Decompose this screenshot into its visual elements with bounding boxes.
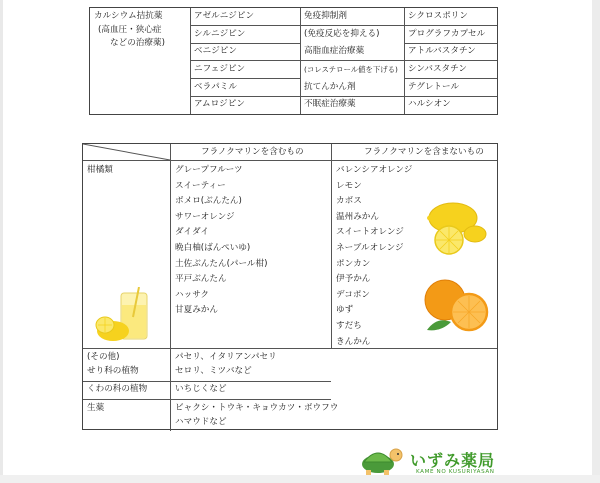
moraceae-value: いちじくなど xyxy=(175,384,227,394)
list-item: ボメロ(ぶんたん) xyxy=(175,196,242,207)
grid-line xyxy=(300,8,301,114)
drug-name: シクロスポリン xyxy=(408,11,468,21)
header-diagonal xyxy=(83,144,171,161)
grid-line xyxy=(190,8,191,114)
drug-name: アゼルニジピン xyxy=(194,11,255,21)
pharmacy-logo-subtitle: KAME NO KUSURIYASAN xyxy=(416,469,495,475)
grid-line xyxy=(331,144,332,348)
list-item: 甘夏みかん xyxy=(175,305,218,316)
grid-line xyxy=(190,25,497,26)
grid-line xyxy=(404,78,497,79)
not-contains-list xyxy=(336,163,412,350)
grid-line xyxy=(170,144,171,431)
list-item: ゆず xyxy=(336,305,354,316)
drug-name: プログラフカプセル xyxy=(408,29,486,39)
furanocoumarin-table xyxy=(82,143,498,430)
list-item: カボス xyxy=(336,196,362,207)
list-item: ハッサク xyxy=(175,289,210,300)
pharmacy-logo-name: いずみ薬局 xyxy=(410,451,496,470)
list-item: グレープフルーツ xyxy=(175,165,243,175)
contains-list xyxy=(175,163,267,319)
grid-line xyxy=(190,60,497,61)
grid-line xyxy=(83,348,497,349)
apiaceae-label: せり科の植物 xyxy=(87,366,139,376)
list-item: ダイダイ xyxy=(175,227,210,238)
lemon-illustration xyxy=(419,198,491,258)
header-contains-furanocoumarin: フラノクマリンを含むもの xyxy=(201,147,304,157)
category-calcium-blocker: カルシウム拮抗薬 xyxy=(94,11,163,21)
drug-name: シンバスタチン xyxy=(408,64,467,74)
page-edge-bottom xyxy=(0,475,600,483)
list-item: スイーティー xyxy=(175,180,226,191)
category-hyperlipidemia-note: (コレステロール値を下げる) xyxy=(304,65,398,74)
drug-name: ニフェジピン xyxy=(194,64,246,74)
moraceae-label: くわの科の植物 xyxy=(87,384,148,394)
grid-line xyxy=(190,96,497,97)
drug-name: テグレトール xyxy=(408,82,460,92)
grid-line xyxy=(404,8,405,114)
list-item: 平戸ぶんたん xyxy=(175,274,227,285)
list-item: ネーブルオレンジ xyxy=(336,242,404,253)
category-insomnia: 不眠症治療薬 xyxy=(304,99,356,109)
drug-name: ハルシオン xyxy=(408,99,451,109)
list-item: 晩白柚(ばんぺいゆ) xyxy=(175,242,251,253)
grid-line xyxy=(83,381,331,382)
list-item: 温州みかん xyxy=(336,211,379,222)
drug-interaction-table xyxy=(89,7,498,115)
grid-line xyxy=(83,399,331,400)
category-immunosuppressant: 免疫抑制剤 xyxy=(304,11,347,21)
header-no-furanocoumarin: フラノクマリンを含まないもの xyxy=(364,147,484,157)
turtle-logo-icon xyxy=(358,442,404,476)
category-calcium-blocker-note1: (高血圧・狭心症 xyxy=(98,25,162,35)
crude-drug-label: 生薬 xyxy=(87,403,105,413)
category-antiepileptic: 抗てんかん剤 xyxy=(304,82,356,92)
list-item: サワーオレンジ xyxy=(175,211,235,222)
apiaceae-value: パセリ、イタリアンパセリ xyxy=(175,352,277,362)
drug-name: アムロジピン xyxy=(194,99,245,109)
drug-name: ベラパミル xyxy=(194,82,237,92)
orange-illustration xyxy=(421,276,493,336)
grid-line xyxy=(190,78,300,79)
list-item: バレンシアオレンジ xyxy=(336,165,413,175)
drug-name: シルニジピン xyxy=(194,29,246,39)
list-item: スイートオレンジ xyxy=(336,227,404,238)
crude-drug-value-2: ハマウドなど xyxy=(175,417,227,427)
apiaceae-value-2: セロリ、ミツバなど xyxy=(175,366,252,376)
others-label: (その他) xyxy=(87,352,120,362)
drug-name: ベニジピン xyxy=(194,46,237,56)
list-item: デコポン xyxy=(336,289,371,300)
drug-name: アトルバスタチン xyxy=(408,46,476,56)
page-edge-left xyxy=(0,0,3,483)
crude-drug-value: ビャクシ・トウキ・キョウカツ・ボウフウ xyxy=(175,403,339,413)
list-item: きんかん xyxy=(336,336,371,347)
lemon-drink-illustration xyxy=(91,287,161,345)
page-edge-right xyxy=(592,0,600,483)
citrus-label: 柑橘類 xyxy=(87,165,113,175)
list-item: すだち xyxy=(336,320,362,331)
list-item: ポンカン xyxy=(336,258,371,269)
grid-line xyxy=(190,43,300,44)
list-item: レモン xyxy=(336,180,362,191)
list-item: 伊予かん xyxy=(336,274,371,285)
category-immunosuppressant-note: (免疫反応を抑える) xyxy=(304,29,380,39)
grid-line xyxy=(404,43,497,44)
list-item: 土佐ぶんたん(パール柑) xyxy=(175,258,268,269)
category-hyperlipidemia: 高脂血症治療薬 xyxy=(304,46,365,56)
category-calcium-blocker-note2: などの治療薬) xyxy=(110,38,165,48)
